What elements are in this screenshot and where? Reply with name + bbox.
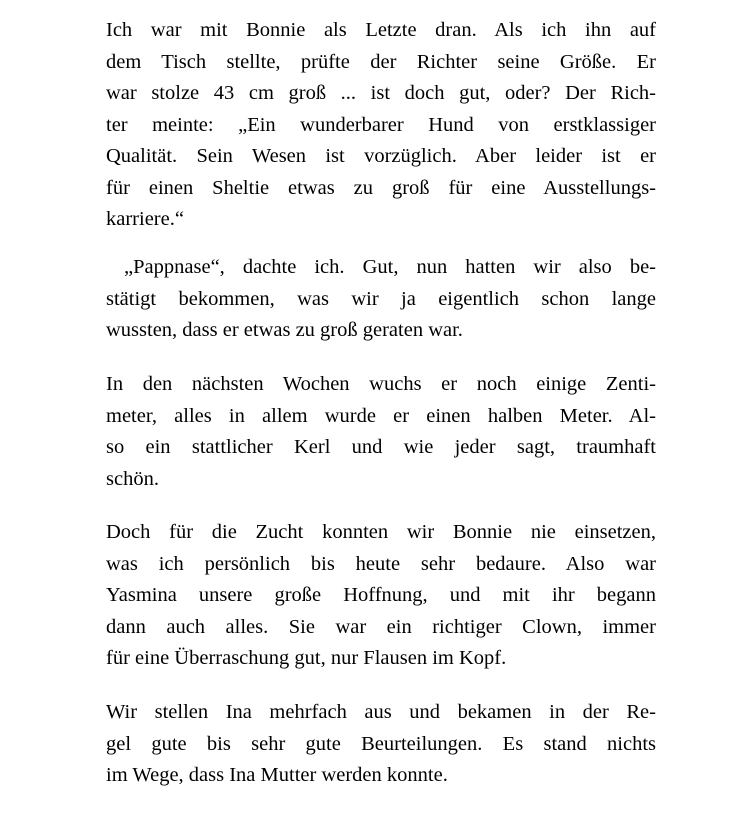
paragraph-5 xyxy=(106,697,656,792)
text-line: wussten, dass er etwas zu groß geraten war. xyxy=(106,319,463,341)
text-line: für eine Überraschung gut, nur Flausen im Kopf. xyxy=(106,647,507,669)
paragraph-1 xyxy=(106,15,656,236)
text-line: war stolze 43 cm groß ... ist doch gut, oder? Der Rich- xyxy=(106,82,656,104)
text-line: „Pappnase“, dachte ich. Gut, nun hatten wir also be- xyxy=(106,256,656,278)
text-line: für einen Sheltie etwas zu groß für eine Ausstellungs- xyxy=(106,176,656,199)
paragraph-4 xyxy=(106,517,656,675)
paragraph-3 xyxy=(106,369,656,495)
text-line: ter meinte: „Ein wunderbarer Hund von erstklassiger xyxy=(106,113,656,136)
text-line: Wir stellen Ina mehrfach aus und bekamen in der Re- xyxy=(106,701,656,723)
text-line: gel gute bis sehr gute Beurteilungen. Es stand nichts xyxy=(106,732,656,755)
text-line: dem Tisch stellte, prüfte der Richter seine Größe. Er xyxy=(106,50,656,73)
text-line: dann auch alles. Sie war ein richtiger Clown, immer xyxy=(106,615,656,638)
text-line: im Wege, dass Ina Mutter werden konnte. xyxy=(106,764,448,786)
text-line: In den nächsten Wochen wuchs er noch einige Zenti- xyxy=(106,373,656,395)
text-line: Yasmina unsere große Hoffnung, und mit ihr begann xyxy=(106,584,656,606)
text-line: stätigt bekommen, was wir ja eigentlich schon lange xyxy=(106,287,656,310)
text-line: schön. xyxy=(106,467,159,490)
text-line: was ich persönlich bis heute sehr bedaure. Also war xyxy=(106,552,656,575)
text-line: Ich war mit Bonnie als Letzte dran. Als ich ihn auf xyxy=(106,19,656,41)
text-line: karriere.“ xyxy=(106,208,184,230)
text-line: meter, alles in allem wurde er einen halben Meter. Al- xyxy=(106,404,656,427)
text-line: Qualität. Sein Wesen ist vorzüglich. Aber leider ist er xyxy=(106,145,656,167)
paragraph-2 xyxy=(106,252,656,347)
text-line: Doch für die Zucht konnten wir Bonnie nie einsetzen, xyxy=(106,521,656,543)
text-line: so ein stattlicher Kerl und wie jeder sagt, traumhaft xyxy=(106,436,656,458)
